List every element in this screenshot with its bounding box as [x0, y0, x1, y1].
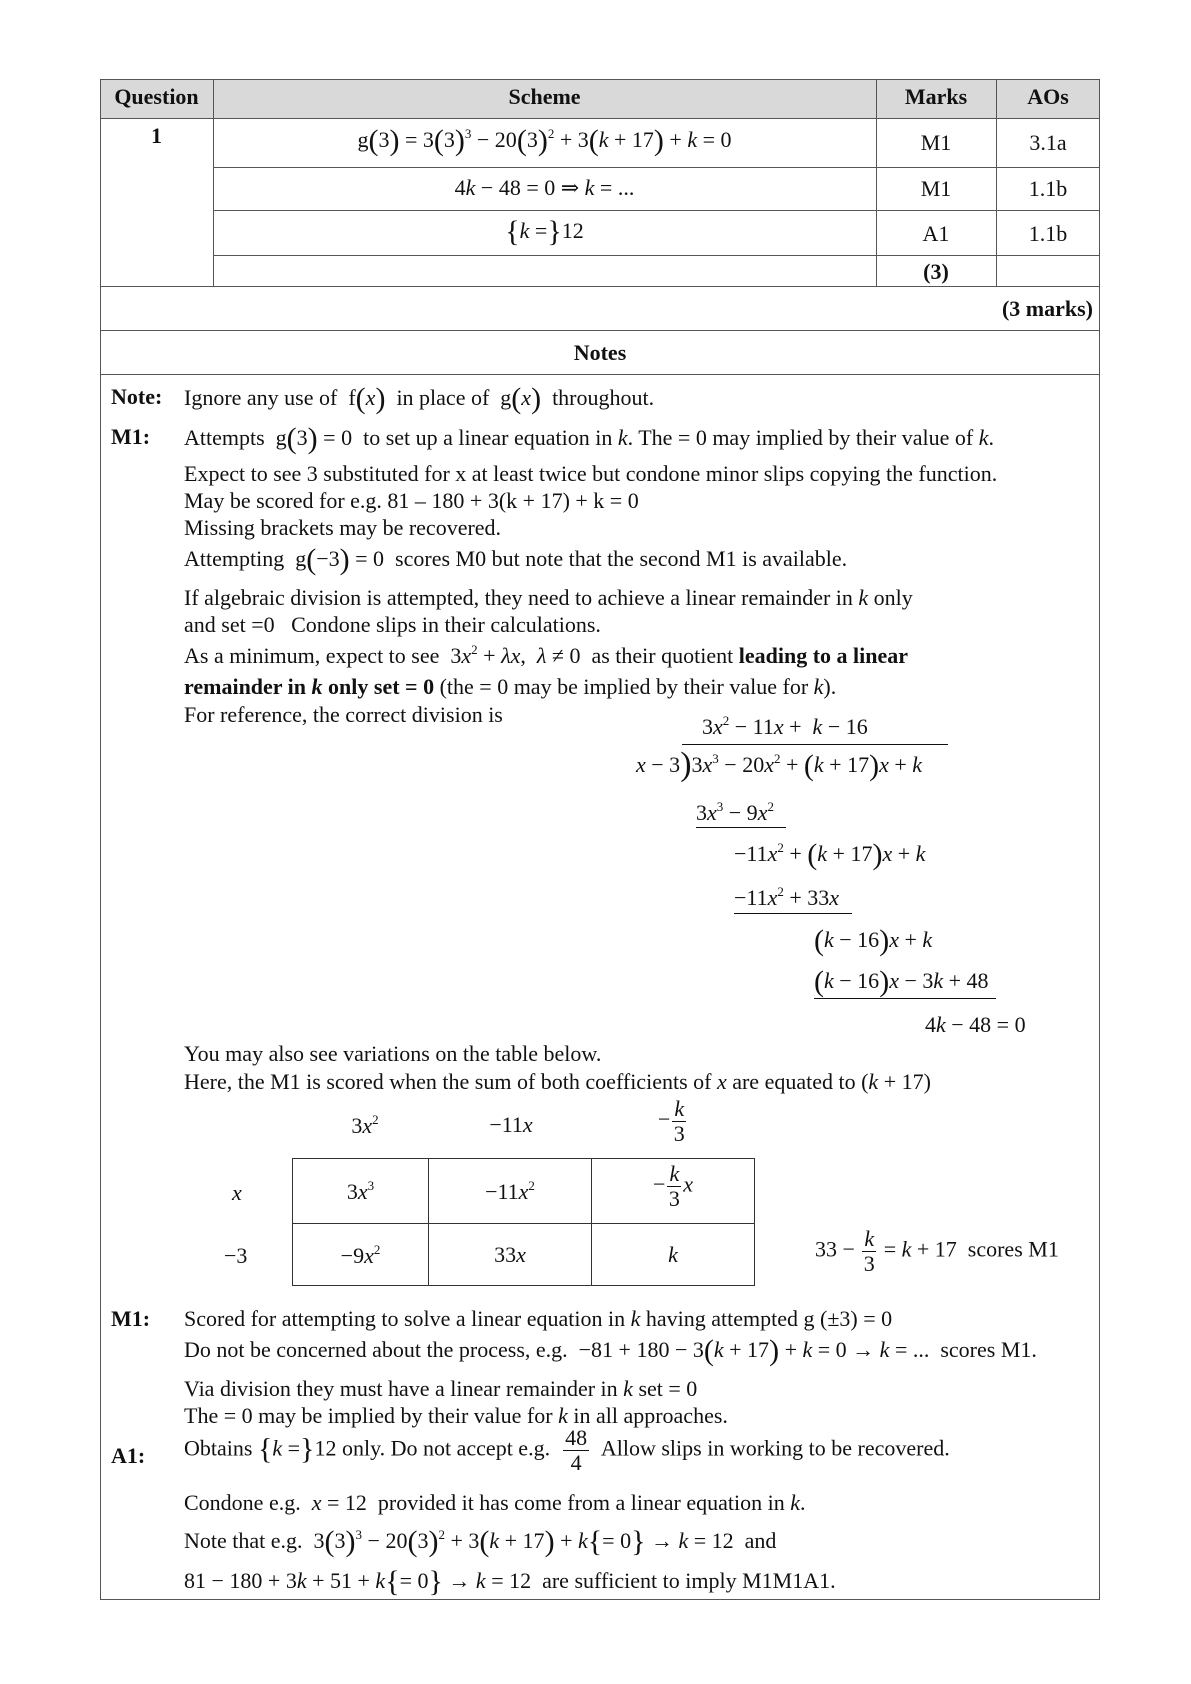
grid-val-k: k — [668, 1242, 678, 1267]
m1-minimum-2: remainder in k only set = 0 (the = 0 may be implied by their value for k). — [184, 674, 837, 699]
grid-val-3x3: $3x^3$ — [346, 1178, 375, 1204]
m1-reference: For reference, the correct division is — [184, 702, 503, 727]
grid-val-11x2: $-11x^2$ — [485, 1178, 535, 1204]
a1-obtains: Obtains {k =}12 only. Do not accept e.g. $\frac{48}{4}$ Allow slips in working to be recovered. — [184, 1425, 950, 1475]
m1-scored-for: Scored for attempting to solve a linear equation in k having attempted g (±3) = 0 — [184, 1306, 893, 1331]
m1-attempting-g-minus3: Attempting g(−3) = 0 scores M0 but note that the second M1 is available. — [184, 543, 848, 576]
m1-scored: May be scored for e.g. 81 – 180 + 3(k + 17) + k = 0 — [184, 488, 639, 513]
division-dividend: $x - 3)3x^3 - 20x^2 + (k + 17)x + k$ — [636, 746, 923, 783]
division-step-5: (k − 16)x − 3k + 48 — [814, 965, 989, 998]
grid-val-kx: − $\frac{k}{3}$ x — [653, 1161, 693, 1211]
mark-2: M1 — [920, 176, 952, 201]
grid-val-9x2: $-9x^2$ — [340, 1242, 381, 1268]
ao-2: 1.1b — [1028, 176, 1068, 201]
label-m1-second: M1: — [111, 1306, 151, 1331]
header-question: Question — [114, 84, 199, 109]
variations-m1: Here, the M1 is scored when the sum of both coefficients of x are equated to (k + 17) — [184, 1069, 931, 1094]
question-number: 1 — [151, 123, 162, 148]
grid-val-33x: 33x — [494, 1242, 526, 1267]
header-scheme: Scheme — [508, 84, 581, 109]
label-a1: A1: — [111, 1443, 146, 1468]
m1-attempts: Attempts g(3) = 0 to set up a linear equation in k. The = 0 may implied by their value of k. — [184, 422, 994, 455]
m1-missing: Missing brackets may be recovered. — [184, 515, 502, 540]
division-step-3: $-11x^2 + 33x$ — [734, 884, 840, 910]
total-marks: (3 marks) — [1001, 296, 1093, 321]
m1-algebraic-2: and set =0 Condone slips in their calculations. — [184, 612, 601, 637]
grid-row-label-minus3: −3 — [224, 1243, 248, 1268]
division-step-2: $-11x^2 + (k + 17)x + k$ — [734, 838, 926, 871]
scheme-step-3: {k =}12 — [505, 215, 584, 248]
division-step-4: (k − 16)x + k — [814, 924, 933, 957]
label-note: Note: — [111, 384, 163, 409]
variations-line: You may also see variations on the table below. — [184, 1041, 602, 1066]
header-aos: AOs — [1027, 84, 1069, 109]
grid-head-1: $3x^2$ — [351, 1112, 379, 1138]
m1-process: Do not be concerned about the process, e.g. −81 + 180 − 3(k + 17) + k = 0 → k = ... scores M1. — [184, 1334, 1037, 1367]
mark-subtotal: (3) — [923, 259, 949, 284]
a1-condone: Condone e.g. x = 12 provided it has come from a linear equation in k. — [184, 1490, 806, 1515]
ao-3: 1.1b — [1028, 221, 1068, 246]
mark-3: A1 — [922, 221, 950, 246]
division-remainder: 4k − 48 = 0 — [925, 1012, 1026, 1037]
mark-scheme-table — [100, 79, 1100, 1600]
m1-minimum-1: As a minimum, expect to see $3x^2 + \lambda x$, λ ≠ 0 as their quotient leading to a linear — [184, 642, 909, 668]
label-m1-first: M1: — [111, 424, 151, 449]
a1-sufficient: 81 − 180 + 3k + 51 + k{= 0} → k = 12 are sufficient to imply M1M1A1. — [184, 1565, 836, 1598]
grid-head-3: − $\frac{k}{3}$ — [657, 1096, 685, 1146]
grid-head-2: −11x — [489, 1112, 533, 1137]
ao-1: 3.1a — [1029, 130, 1067, 155]
a1-note-that: Note that e.g. $3(3)^3 - 20(3)^2 + 3(k + 17) + k\{= 0\} \to k = 12$ and — [184, 1525, 777, 1558]
m1-expect: Expect to see 3 substituted for x at least twice but condone minor slips copying the function. — [184, 461, 998, 486]
division-quotient: $3x^2 - 11x + k - 16$ — [702, 713, 868, 739]
scheme-step-2: 4k − 48 = 0 ⇒ k = ... — [454, 175, 635, 200]
header-marks: Marks — [904, 84, 968, 109]
division-step-1: $3x^3 - 9x^2$ — [696, 799, 774, 825]
m1-implied: The = 0 may be implied by their value for k in all approaches. — [184, 1403, 728, 1428]
m1-algebraic-1: If algebraic division is attempted, they need to achieve a linear remainder in k only — [184, 585, 913, 610]
grid-row-label-x: x — [232, 1180, 242, 1205]
grid-scores-m1: 33 − $\frac{k}{3}$ = k + 17 scores M1 — [815, 1226, 1059, 1276]
notes-title: Notes — [573, 340, 627, 365]
scheme-step-1: $g(3) = 3(3)^3 - 20(3)^2 + 3(k + 17) + k = 0$ — [357, 124, 732, 157]
m1-via-division: Via division they must have a linear remainder in k set = 0 — [184, 1376, 698, 1401]
mark-1: M1 — [920, 130, 952, 155]
note-ignore-f: Ignore any use of f(x) in place of g(x) throughout. — [184, 382, 655, 415]
division-bar — [682, 744, 948, 745]
